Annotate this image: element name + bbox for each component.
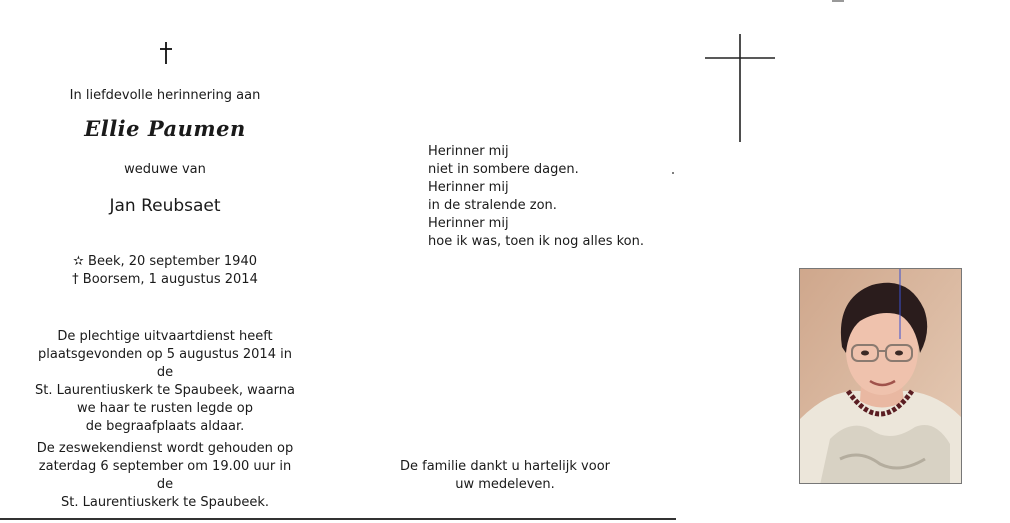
speck: [672, 172, 674, 174]
funeral-line: de begraafplaats aldaar.: [85, 419, 245, 434]
birth-line: ✫ Beek, 20 september 1940: [73, 254, 257, 269]
funeral-line: St. Laurentiuskerk te Spaubeek, waarna: [34, 383, 295, 398]
thanks-line: De familie dankt u hartelijk voor: [400, 459, 610, 474]
corner-mark: [832, 0, 844, 2]
funeral-paragraph: [30, 328, 300, 436]
poem-line: niet in sombere dagen.: [428, 162, 579, 177]
bottom-border-line: [0, 518, 676, 520]
spouse-name: Jan Reubsaet: [109, 196, 221, 216]
funeral-line: De plechtige uitvaartdienst heeft: [57, 329, 273, 344]
large-cross-icon: [705, 34, 775, 142]
widow-of-text: weduwe van: [124, 162, 206, 177]
sixweek-line: zaterdag 6 september om 19.00 uur in de: [38, 459, 292, 492]
death-line: † Boorsem, 1 augustus 2014: [72, 272, 258, 287]
poem-line: Herinner mij: [428, 216, 509, 231]
poem-line: Herinner mij: [428, 180, 509, 195]
intro-text: In liefdevolle herinnering aan: [69, 88, 261, 103]
funeral-line: plaatsgevonden op 5 augustus 2014 in de: [38, 347, 292, 380]
deceased-name: Ellie Paumen: [84, 116, 246, 141]
thanks-line: uw medeleven.: [455, 477, 555, 492]
portrait-photo: [799, 268, 962, 484]
sixweek-line: St. Laurentiuskerk te Spaubeek.: [61, 495, 269, 510]
sixweek-line: De zeswekendienst wordt gehouden op: [36, 441, 294, 456]
poem-line: Herinner mij: [428, 144, 509, 159]
six-week-service-paragraph: [30, 440, 300, 512]
thanks-paragraph: [395, 458, 615, 494]
poem: [428, 143, 678, 251]
portrait-illustration: [800, 269, 962, 484]
small-cross-icon: [158, 40, 174, 66]
poem-line: hoe ik was, toen ik nog alles kon.: [428, 234, 644, 249]
funeral-line: we haar te rusten legde op: [77, 401, 253, 416]
poem-line: in de stralende zon.: [428, 198, 557, 213]
